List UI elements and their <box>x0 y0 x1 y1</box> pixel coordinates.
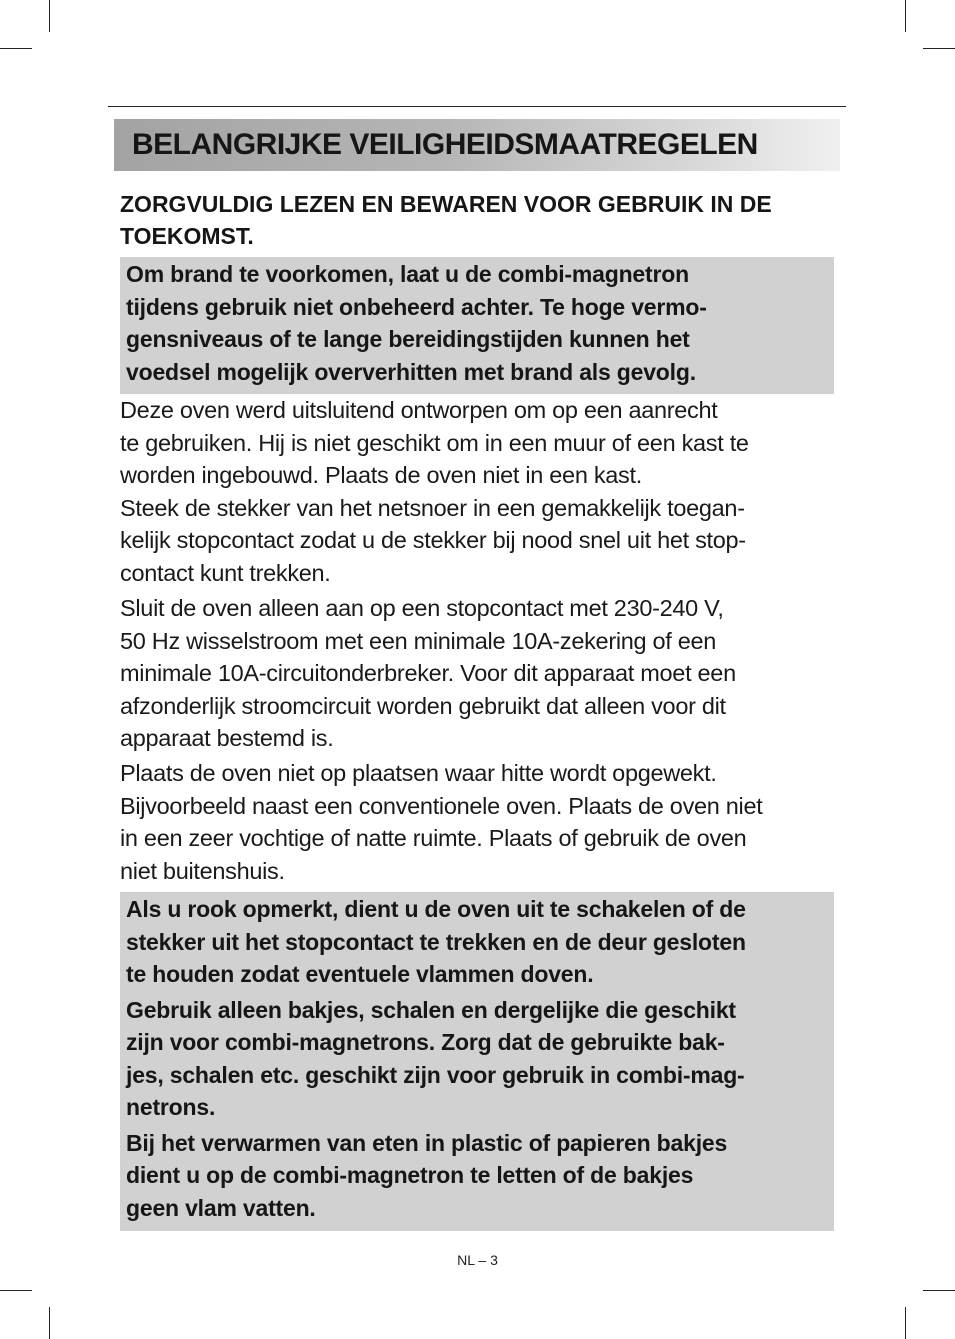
warning-line: te houden zodat eventuele vlammen doven. <box>126 961 594 987</box>
warning-line: stekker uit het stopcontact te trekken en de deur gesloten <box>126 928 746 955</box>
warning-line: voedsel mogelijk oververhitten met brand als gevolg. <box>126 358 696 385</box>
crop-mark-top-left-vertical <box>49 0 50 32</box>
paragraph-line: Deze oven werd uitsluitend ontworpen om op een aanrecht <box>120 397 718 423</box>
crop-mark-bottom-left-horizontal <box>0 1290 32 1291</box>
crop-mark-bottom-left-vertical <box>49 1307 50 1339</box>
paragraph-line: Steek de stekker van het netsnoer in een gemakkelijk toegan- <box>120 494 745 521</box>
warning-line: tijdens gebruik niet onbeheerd achter. Te hoge vermo- <box>126 293 707 320</box>
paragraph-line: apparaat bestemd is. <box>120 725 334 752</box>
crop-mark-bottom-right-horizontal <box>923 1290 955 1291</box>
paragraph-installation <box>120 394 840 590</box>
warning-line: Als u rook opmerkt, dient u de oven uit te schakelen of de <box>126 896 746 922</box>
warning-line: geen vlam vatten. <box>126 1194 316 1221</box>
paragraph-line: afzonderlijk stroomcircuit worden gebruikt dat alleen voor dit <box>120 692 726 719</box>
section-title-bar <box>114 119 840 171</box>
crop-mark-top-right-vertical <box>905 0 906 32</box>
paragraph-line: minimale 10A-circuitonderbreker. Voor dit apparaat moet een <box>120 660 736 687</box>
paragraph-power-supply <box>120 592 840 755</box>
paragraph-line: Plaats de oven niet op plaatsen waar hitte wordt opgewekt. <box>120 760 717 786</box>
warning-line: zijn voor combi-magnetrons. Zorg dat de gebruikte bak- <box>126 1029 725 1055</box>
page-number: NL – 3 <box>457 1252 498 1268</box>
paragraph-placement <box>120 757 840 887</box>
warning-line: netrons. <box>126 1094 216 1120</box>
warning-line: jes, schalen etc. geschikt zijn voor gebruik in combi-mag- <box>126 1061 745 1088</box>
crop-mark-bottom-right-vertical <box>905 1307 906 1339</box>
paragraph-line: worden ingebouwd. Plaats de oven niet in een kast. <box>120 462 642 489</box>
section-title: BELANGRIJKE VEILIGHEIDSMAATREGELEN <box>132 128 758 161</box>
crop-mark-top-left-horizontal <box>0 48 32 49</box>
paragraph-line: niet buitenshuis. <box>120 857 285 884</box>
warning-line: gensniveaus of te lange bereidingstijden kunnen het <box>126 326 690 352</box>
warning-box-smoke-containers <box>120 892 834 1231</box>
crop-mark-top-right-horizontal <box>923 48 955 49</box>
warning-line: Bij het verwarmen van eten in plastic of papieren bakjes <box>126 1129 728 1156</box>
paragraph-line: in een zeer vochtige of natte ruimte. Plaats of gebruik de oven <box>120 825 747 852</box>
paragraph-line: Bijvoorbeeld naast een conventionele oven. Plaats de oven niet <box>120 792 763 819</box>
warning-box-fire <box>120 257 834 394</box>
paragraph-line: 50 Hz wisselstroom met een minimale 10A-zekering of een <box>120 627 717 654</box>
top-rule <box>108 106 846 107</box>
warning-line: Om brand te voorkomen, laat u de combi-magnetron <box>126 261 689 287</box>
paragraph-line: kelijk stopcontact zodat u de stekker bij nood snel uit het stop- <box>120 527 746 554</box>
paragraph-line: contact kunt trekken. <box>120 559 331 586</box>
warning-line: Gebruik alleen bakjes, schalen en dergelijke die geschikt <box>126 996 736 1023</box>
paragraph-line: te gebruiken. Hij is niet geschikt om in een muur of een kast te <box>120 429 749 456</box>
intro-heading: ZORGVULDIG LEZEN EN BEWAREN VOOR GEBRUIK IN DE TOEKOMST. <box>120 191 772 249</box>
warning-line: dient u op de combi-magnetron te letten of de bakjes <box>126 1162 694 1188</box>
paragraph-line: Sluit de oven alleen aan op een stopcontact met 230-240 V, <box>120 595 724 621</box>
